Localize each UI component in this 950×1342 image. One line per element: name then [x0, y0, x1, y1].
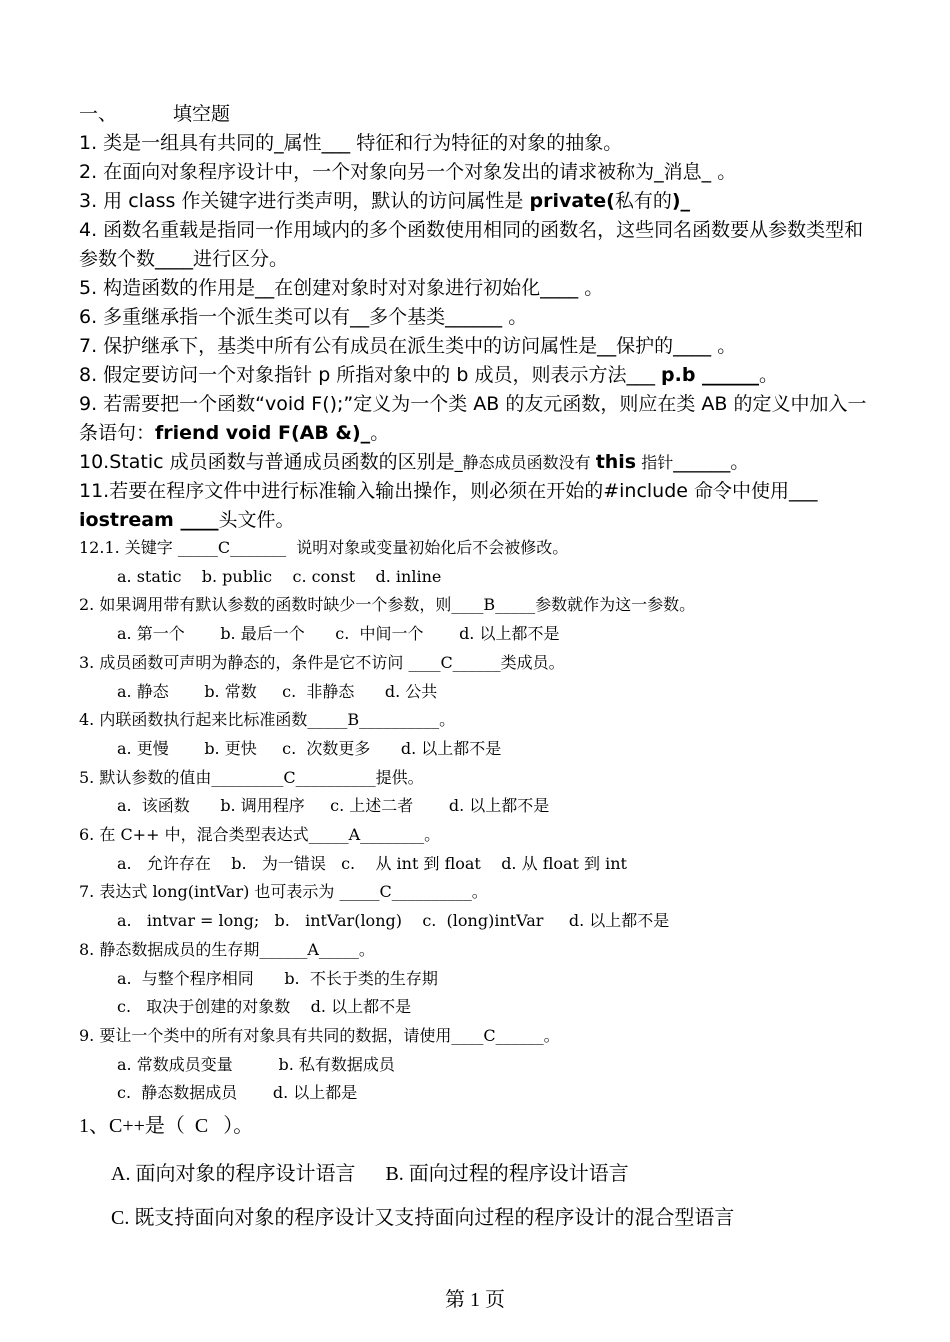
question-stem: 1、C++是（ C ）。 — [79, 1115, 254, 1137]
choice-options: a. 该函数 b. 调用程序 c. 上述二者 d. 以上都不是 — [117, 796, 550, 816]
question-option-row: A. 面向对象的程序设计语言 B. 面向过程的程序设计语言 — [111, 1163, 629, 1185]
fill-item-5: 5. 构造函数的作用是__在创建对象时对对象进行初始化____ 。 — [79, 277, 604, 299]
fill-in-section — [79, 100, 874, 535]
choice-question: 9. 要让一个类中的所有对象具有共同的数据，请使用____C______。 — [79, 1025, 560, 1045]
final-question — [79, 1110, 879, 1240]
section-heading — [79, 100, 874, 129]
choice-options: a. 静态 b. 常数 c. 非静态 d. 公共 — [117, 681, 438, 701]
fill-item-6: 6. 多重继承指一个派生类可以有__多个基类______ 。 — [79, 306, 528, 328]
fill-item-3: 3. 用 class 作关键字进行类声明，默认的访问属性是 private(私有的)_ — [79, 190, 691, 212]
choice-options: c. 静态数据成员 d. 以上都是 — [117, 1083, 358, 1103]
choice-options: a. 允许存在 b. 为一错误 c. 从 int 到 float d. 从 float 到 int — [117, 853, 627, 873]
choice-options: a. 与整个程序相同 b. 不长于类的生存期 — [117, 968, 438, 988]
choice-options: a. static b. public c. const d. inline — [117, 566, 442, 586]
fill-item-7: 7. 保护继承下，基类中所有公有成员在派生类中的访问属性是__保护的____ 。 — [79, 335, 737, 357]
question-option-row: C. 既支持面向对象的程序设计又支持面向过程的程序设计的混合型语言 — [111, 1207, 735, 1229]
fill-item-8: 8. 假定要访问一个对象指针 p 所指对象中的 b 成员，则表示方法___ p.b ______。 — [79, 364, 779, 386]
choice-question: 12.1. 关键字 _____C_______ 说明对象或变量初始化后不会被修改。 — [79, 538, 569, 557]
page-number: 第 1 页 — [445, 1289, 505, 1311]
fill-item-9: 9. 若需要把一个函数“void F();”定义为一个类 AB 的友元函数，则应在类 AB 的定义中加入一条语句：friend void F(AB &)_。 — [79, 393, 867, 444]
fill-item-10: 10.Static 成员函数与普通成员函数的区别是_静态成员函数没有 this 指针______。 — [79, 451, 750, 473]
heading-title: 填空题 — [173, 103, 231, 125]
fill-item-1: 1. 类是一组具有共同的_属性___ 特征和行为特征的对象的抽象。 — [79, 132, 623, 154]
multiple-choice-section — [79, 534, 879, 1108]
choice-options: a. 常数成员变量 b. 私有数据成员 — [117, 1054, 395, 1074]
choice-question: 7. 表达式 long(intVar) 也可表示为 _____C__________。 — [79, 882, 488, 902]
fill-item-4: 4. 函数名重载是指同一作用域内的多个函数使用相同的函数名，这些同名函数要从参数类型和参数个数____进行区分。 — [79, 219, 864, 270]
choice-question: 2. 如果调用带有默认参数的函数时缺少一个参数，则____B_____参数就作为这一参数。 — [79, 595, 696, 615]
fill-item-11: 11.若要在程序文件中进行标准输入输出操作，则必须在开始的#include 命令中使用___ iostream ____头文件。 — [79, 480, 818, 531]
choice-question: 6. 在 C++ 中，混合类型表达式_____A________。 — [79, 825, 441, 845]
fill-item-2: 2. 在面向对象程序设计中，一个对象向另一个对象发出的请求被称为_消息_ 。 — [79, 161, 737, 183]
choice-question: 3. 成员函数可声明为静态的，条件是它不访问 ____C______类成员。 — [79, 652, 565, 672]
choice-question: 5. 默认参数的值由_________C__________提供。 — [79, 767, 424, 787]
choice-options: a. 更慢 b. 更快 c. 次数更多 d. 以上都不是 — [117, 738, 502, 758]
choice-options: a. 第一个 b. 最后一个 c. 中间一个 d. 以上都不是 — [117, 624, 560, 644]
choice-question: 8. 静态数据成员的生存期______A_____。 — [79, 939, 375, 959]
choice-options: c. 取决于创建的对象数 d. 以上都不是 — [117, 997, 412, 1017]
choice-options: a. intvar = long; b. intVar(long) c. (long)intVar d. 以上都不是 — [117, 911, 670, 931]
heading-number: 一、 — [79, 103, 118, 125]
choice-question: 4. 内联函数执行起来比标准函数_____B__________。 — [79, 710, 456, 730]
